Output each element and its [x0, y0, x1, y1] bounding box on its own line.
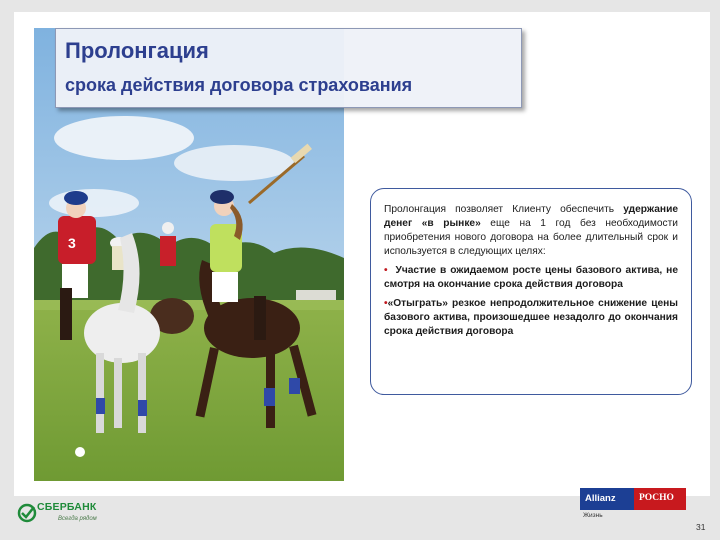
list-item	[384, 264, 678, 292]
intro-text-end: еще на 1 год без необходимости приобретения нового договора на более длительный срок и используется в следующих целях:	[384, 218, 678, 257]
rosno-label: РОСНО	[639, 493, 674, 503]
bullet-text: «Отыграть» резкое непродолжительное снижение цены базового актива, произошедшее незадолго до окончания срока действия договора	[384, 298, 678, 337]
svg-text:3: 3	[68, 235, 76, 251]
intro-text-start: Пролонгация позволяет Клиенту обеспечить	[384, 204, 624, 215]
allianz-label: Allianz	[585, 493, 616, 504]
intro-text-bold: удержание денег «в рынке»	[384, 204, 678, 229]
bullet-icon: •	[384, 298, 388, 309]
description-box	[370, 188, 692, 395]
page-number: 31	[696, 522, 706, 532]
sberbank-slogan: Всегда рядом	[58, 516, 97, 522]
bullet-text: Участие в ожидаемом росте цены базового актива, не смотря на окончание срока действия договора	[384, 265, 678, 290]
intro-paragraph	[384, 203, 678, 259]
page-title: Пролонгация	[65, 38, 209, 63]
page-subtitle: срока действия договора страхования	[65, 75, 413, 95]
sberbank-name: СБЕРБАНК	[37, 501, 97, 513]
list-item	[384, 297, 678, 339]
bullet-icon: •	[384, 265, 388, 276]
life-label: Жизнь	[583, 512, 603, 519]
title-box	[55, 28, 522, 108]
